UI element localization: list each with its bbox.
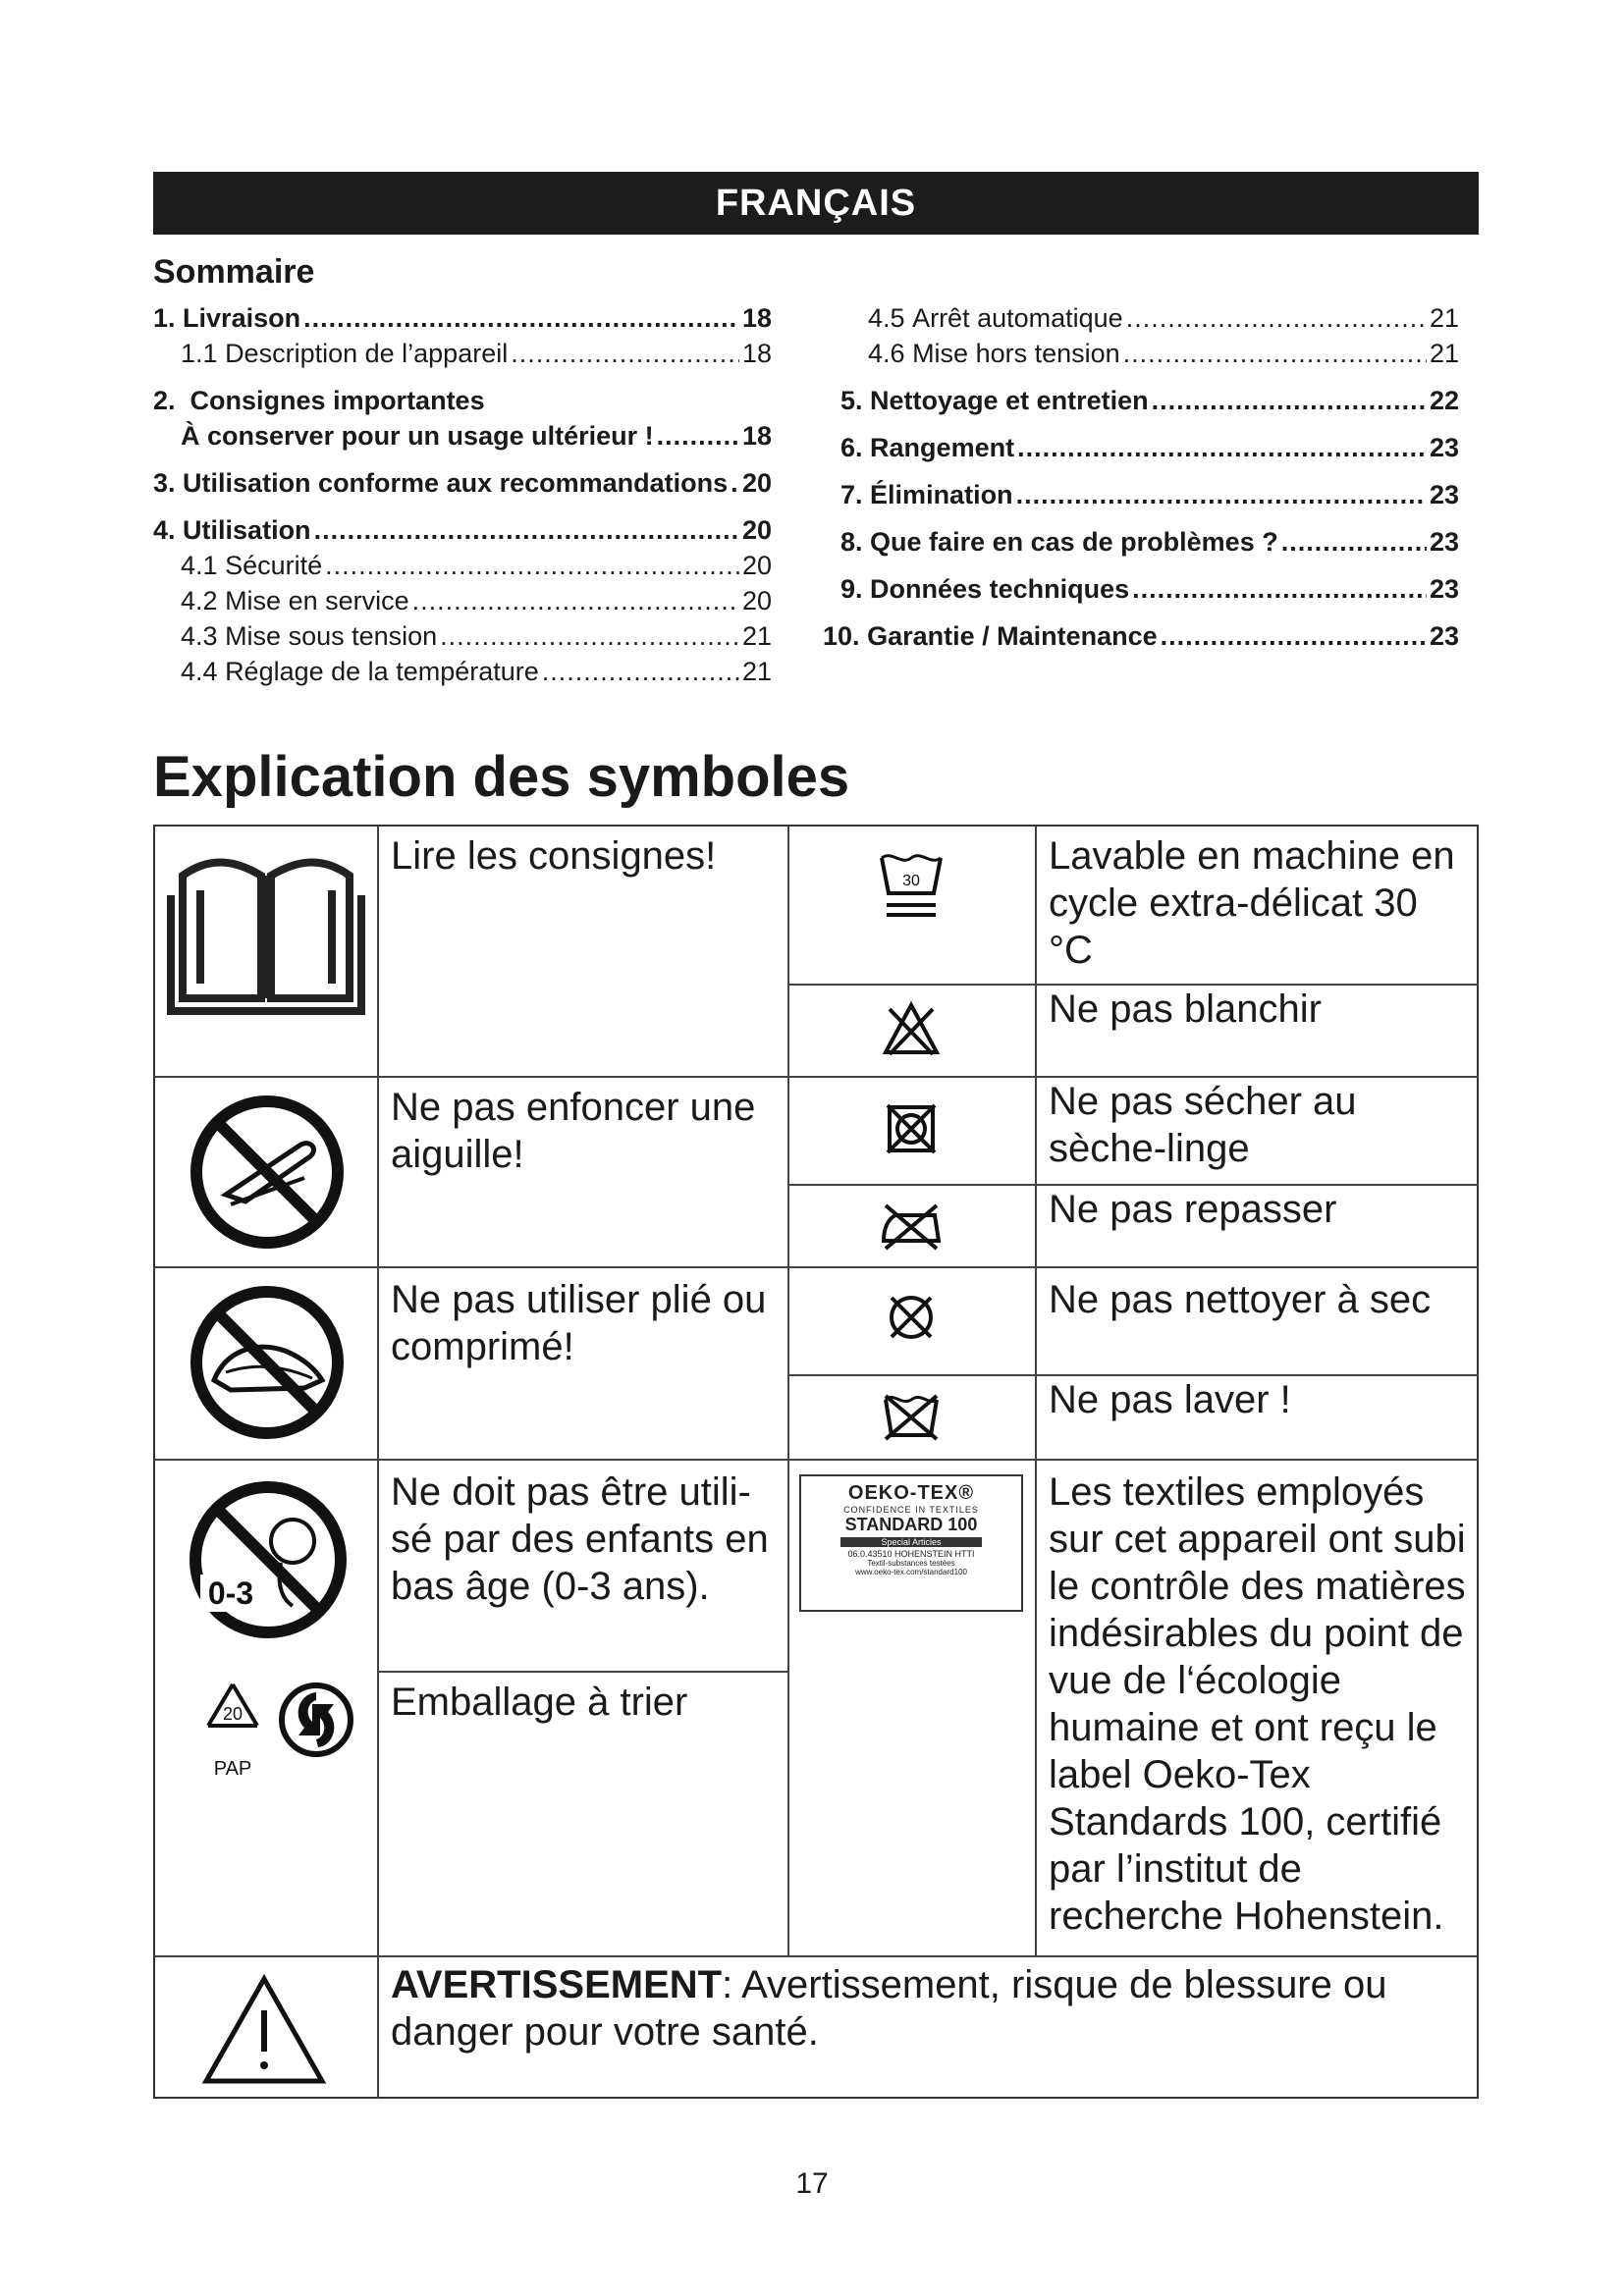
toc-entry[interactable]: 4.3 Mise sous tension ..... 21 (153, 618, 772, 654)
toc-entry: 2. Consignes importantes (153, 386, 485, 415)
toc-entry[interactable]: 4. Utilisation ..... 20 (153, 512, 772, 548)
toc-entry[interactable]: 3. Utilisation conforme aux recommandations ..... 20 (153, 465, 772, 501)
read-instructions-text: Lire les consignes! (391, 834, 717, 878)
toc-entry[interactable]: À conserver pour un usage ultérieur ! ..... 18 (153, 418, 772, 454)
oekotex-line3: STANDARD 100 (844, 1515, 978, 1534)
toc-entry[interactable]: 5. Nettoyage et entretien ..... 22 (840, 383, 1459, 418)
no-dry-clean-text: Ne pas nettoyer à sec (1049, 1278, 1432, 1321)
toc-left-column (153, 300, 772, 689)
no-wash-icon (880, 1388, 943, 1443)
no-children-icon (183, 1474, 354, 1646)
oekotex-line5: 06.0.43510 HOHENSTEIN HTTI (847, 1549, 975, 1559)
toc-entry[interactable]: 4.1 Sécurité ..... 20 (153, 548, 772, 583)
green-dot-icon (277, 1681, 355, 1759)
toc-entry[interactable]: 8. Que faire en cas de problèmes ? ..... 23 (840, 524, 1459, 560)
warning-label: AVERTISSEMENT (391, 1963, 723, 2006)
oekotex-label (799, 1474, 1023, 1612)
no-needle-icon (187, 1092, 349, 1254)
book-icon (163, 836, 369, 1018)
wash-temperature: 30 (902, 873, 920, 889)
warning-text (391, 1961, 1461, 2056)
no-iron-icon (880, 1200, 943, 1251)
recycling-label: PAP (213, 1758, 252, 1780)
machine-wash-text: Lavable en machine en cycle extra-délicat 30 °C (1049, 834, 1455, 972)
no-tumble-dry-text: Ne pas sécher au sèche-linge (1049, 1080, 1357, 1170)
no-bleach-text: Ne pas blanchir (1049, 988, 1322, 1031)
toc-entry[interactable]: 10. Garantie / Maintenance ..... 23 (823, 618, 1459, 654)
no-bleach-icon (882, 999, 941, 1058)
oekotex-line2: CONFIDENCE IN TEXTILES (843, 1505, 979, 1515)
no-wash-text: Ne pas laver ! (1049, 1378, 1291, 1421)
oekotex-text: Les textiles employés sur cet appareil ont subi le contrôle des matières indésirables du point de vue de l‘écologie humaine et ont reçu le label Oeko-Tex Standards 100, certifié par l’institut de recherche Hohenstein. (1049, 1470, 1466, 1938)
symbols-section-title: Explication des symboles (153, 745, 850, 809)
toc-right-column (823, 300, 1459, 654)
no-tumble-dry-icon (884, 1101, 939, 1156)
no-iron-text: Ne pas repasser (1049, 1188, 1337, 1231)
toc-title: Sommaire (153, 253, 315, 291)
symbols-table (153, 825, 1479, 2099)
toc-entry[interactable]: 7. Élimination ..... 23 (840, 477, 1459, 512)
no-folding-icon (187, 1282, 349, 1444)
toc-entry[interactable]: 9. Données techniques ..... 23 (840, 571, 1459, 607)
machine-wash-icon (877, 846, 946, 925)
no-needle-text: Ne pas enfoncer une aiguille! (391, 1086, 756, 1176)
no-dry-clean-icon (884, 1290, 939, 1345)
no-folding-text: Ne pas utiliser plié ou comprimé! (391, 1278, 767, 1368)
toc-entry[interactable]: 4.5 Arrêt automatique ..... 21 (840, 300, 1459, 336)
toc-entry[interactable]: 4.4 Réglage de la température ..... 21 (153, 654, 772, 689)
toc-entry[interactable]: 6. Rangement ..... 23 (840, 430, 1459, 465)
toc-entry[interactable]: 1. Livraison ..... 18 (153, 300, 772, 336)
no-children-text: Ne doit pas être utili-sé par des enfants en bas âge (0-3 ans). (391, 1470, 769, 1608)
oekotex-brand: OEKO-TEX® (847, 1482, 975, 1504)
toc-entry[interactable]: 4.6 Mise hors tension ..... 21 (840, 336, 1459, 371)
toc-entry[interactable]: 1.1 Description de l’appareil ..... 18 (153, 336, 772, 371)
oekotex-line6: Textil-substances testées (867, 1559, 955, 1568)
recycling-icon (189, 1677, 277, 1785)
oekotex-line4: Special Articles (840, 1537, 982, 1547)
warning-description: : Avertissement, risque de blessure ou danger pour votre santé. (391, 1963, 1387, 2054)
page-number: 17 (795, 2167, 829, 2200)
packaging-text: Emballage à trier (391, 1681, 688, 1724)
warning-icon (200, 1973, 328, 2087)
toc-entry[interactable]: 4.2 Mise en service ..... 20 (153, 583, 772, 618)
language-header: FRANÇAIS (153, 172, 1479, 235)
recycling-code: 20 (222, 1704, 244, 1724)
children-age-badge: 0-3 (207, 1575, 254, 1611)
oekotex-line7: www.oeko-tex.com/standard100 (855, 1568, 967, 1576)
